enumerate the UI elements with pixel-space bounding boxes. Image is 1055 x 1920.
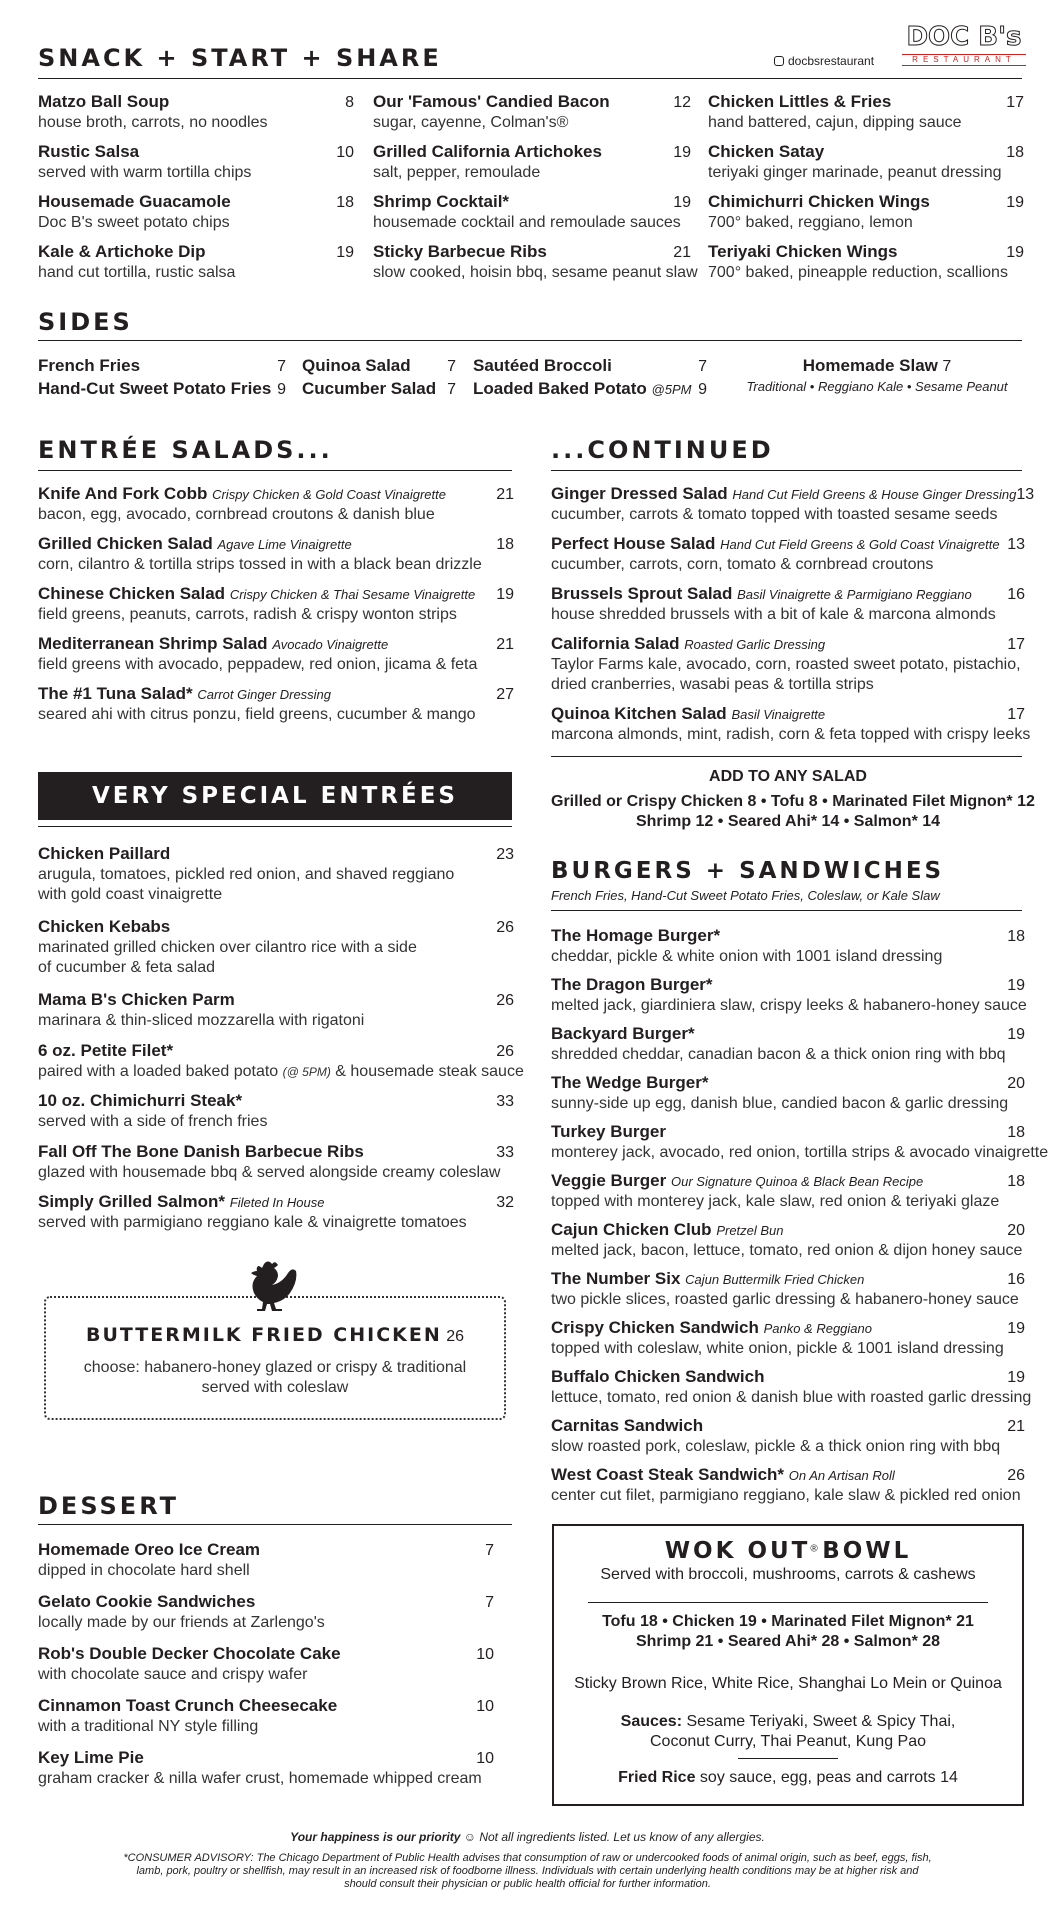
snack-item: Matzo Ball Soup 8 house broth, carrots, no noodles — [38, 92, 354, 131]
header-rule — [38, 78, 1022, 79]
salad-item: Knife And Fork Cobb Crispy Chicken & Gold Coast Vinaigrette 21 bacon, egg, avocado, cornbread croutons & danish blue — [38, 484, 514, 523]
entree-item: Mama B's Chicken Parm 26 marinara & thin-sliced mozzarella with rigatoni — [38, 990, 514, 1029]
wok-rule — [588, 1602, 988, 1603]
entree-item: Chicken Paillard 23 arugula, tomatoes, pickled red onion, and shaved reggiano with gold coast vinaigrette — [38, 844, 514, 903]
burger-item: Crispy Chicken Sandwich Panko & Reggiano 19 topped with coleslaw, white onion, pickle & 1001 island dressing — [551, 1318, 1025, 1357]
logo — [902, 22, 1026, 66]
snack-item: Teriyaki Chicken Wings 19 700° baked, pineapple reduction, scallions — [708, 242, 1024, 281]
burger-item: The Wedge Burger* 20 sunny-side up egg, danish blue, candied bacon & garlic dressing — [551, 1073, 1025, 1112]
snack-item: Rustic Salsa 10 served with warm tortilla chips — [38, 142, 354, 181]
snack-item: Grilled California Artichokes 19 salt, pepper, remoulade — [373, 142, 691, 181]
add-to-salad: ADD TO ANY SALAD Grilled or Crispy Chicken 8 • Tofu 8 • Marinated Filet Mignon* 12 Shrimp 12 • Seared Ahi* 14 • Salmon* 14 — [551, 768, 1035, 830]
salad-item: Chinese Chicken Salad Crispy Chicken & Thai Sesame Vinaigrette 19 field greens, peanuts, carrots, radish & crispy wonton strips — [38, 584, 514, 623]
salad-item: Brussels Sprout Salad Basil Vinaigrette & Parmigiano Reggiano 16 house shredded brussels with a bit of kale & marcona almonds — [551, 584, 1025, 623]
sides-rule — [38, 340, 1022, 341]
salad-item: The #1 Tuna Salad* Carrot Ginger Dressing 27 seared ahi with citrus ponzu, field greens, cucumber & mango — [38, 684, 514, 723]
snack-section-title: SNACK + START + SHARE — [38, 44, 442, 72]
burger-item: West Coast Steak Sandwich* On An Artisan Roll 26 center cut filet, parmigiano reggiano, kale slaw & pickled red onion — [551, 1465, 1025, 1504]
logo-main: DOC B's — [906, 22, 1022, 52]
salad-item: Perfect House Salad Hand Cut Field Greens & Gold Coast Vinaigrette 13 cucumber, carrots, corn, tomato & cornbread croutons — [551, 534, 1025, 573]
wok-content: WOK OUT® BOWL Served with broccoli, mushrooms, carrots & cashews — [600, 1538, 976, 1583]
snack-item: Housemade Guacamole 18 Doc B's sweet potato chips — [38, 192, 354, 231]
side-item: Loaded Baked Potato @5PM 9 — [473, 379, 707, 398]
dessert-item: Homemade Oreo Ice Cream 7 dipped in chocolate hard shell — [38, 1540, 494, 1579]
entree-item: Chicken Kebabs 26 marinated grilled chicken over cilantro rice with a side of cucumber & feta salad — [38, 917, 514, 976]
smile-icon: ☺ — [463, 1830, 476, 1844]
wok-sauces: Sauces: Sesame Teriyaki, Sweet & Spicy Thai, Coconut Curry, Thai Peanut, Kung Pao — [620, 1713, 956, 1750]
burger-item: The Number Six Cajun Buttermilk Fried Chicken 16 two pickle slices, roasted garlic dressing & habanero-honey sauce — [551, 1269, 1025, 1308]
dessert-item: Rob's Double Decker Chocolate Cake 10 with chocolate sauce and crispy wafer — [38, 1644, 494, 1683]
footer-happiness: Your happiness is our priority ☺ Not all ingredients listed. Let us know of any allergies. — [290, 1830, 765, 1844]
burgers-title: BURGERS + SANDWICHES — [551, 858, 945, 884]
add-salad-rule — [551, 756, 1022, 757]
salad-item: Ginger Dressed Salad Hand Cut Field Greens & House Ginger Dressing 13 cucumber, carrots & tomato topped with toasted sesame seeds — [551, 484, 1035, 523]
burgers-rule — [551, 910, 1022, 911]
rooster-icon — [244, 1258, 304, 1316]
entree-item: 6 oz. Petite Filet* 26 paired with a loaded baked potato (@ 5PM) & housemade steak sauce — [38, 1041, 524, 1080]
burger-item: Buffalo Chicken Sandwich 19 lettuce, tomato, red onion & danish blue with roasted garlic dressing — [551, 1367, 1032, 1406]
entree-salads-rule — [38, 470, 512, 471]
burger-item: Carnitas Sandwich 21 slow roasted pork, coleslaw, pickle & a thick onion ring with bbq — [551, 1416, 1025, 1455]
snack-item: Shrimp Cocktail* 19 housemade cocktail and remoulade sauces — [373, 192, 691, 231]
snack-item: Kale & Artichoke Dip 19 hand cut tortilla, rustic salsa — [38, 242, 354, 281]
entree-item: Fall Off The Bone Danish Barbecue Ribs 33 glazed with housemade bbq & served alongside creamy coleslaw — [38, 1142, 514, 1181]
entree-item: 10 oz. Chimichurri Steak* 33 served with a side of french fries — [38, 1091, 514, 1130]
dessert-item: Key Lime Pie 10 graham cracker & nilla wafer crust, homemade whipped cream — [38, 1748, 494, 1787]
snack-item: Sticky Barbecue Ribs 21 slow cooked, hoisin bbq, sesame peanut slaw — [373, 242, 698, 281]
side-item: Cucumber Salad 7 — [302, 379, 456, 398]
wok-rule-short — [738, 1758, 838, 1759]
snack-item: Our 'Famous' Candied Bacon 12 sugar, cayenne, Colman's® — [373, 92, 691, 131]
dessert-rule — [38, 1524, 512, 1525]
snack-item: Chicken Littles & Fries 17 hand battered, cajun, dipping sauce — [708, 92, 1024, 131]
burger-item: Veggie Burger Our Signature Quinoa & Black Bean Recipe 18 topped with monterey jack, kale slaw, red onion & teriyaki glaze — [551, 1171, 1025, 1210]
logo-sub: RESTAURANT — [902, 54, 1026, 66]
dessert-title: DESSERT — [38, 1492, 179, 1520]
wok-fried-rice: Fried Rice soy sauce, egg, peas and carrots 14 — [618, 1769, 958, 1786]
continued-rule — [551, 470, 1022, 471]
wok-proteins: Tofu 18 • Chicken 19 • Marinated Filet Mignon* 21 Shrimp 21 • Seared Ahi* 28 • Salmon* 28 — [602, 1613, 974, 1650]
salad-item: Grilled Chicken Salad Agave Lime Vinaigrette 18 corn, cilantro & tortilla strips tossed in with a black bean drizzle — [38, 534, 514, 573]
dessert-item: Cinnamon Toast Crunch Cheesecake 10 with a traditional NY style filling — [38, 1696, 494, 1735]
special-title: VERY SPECIAL ENTRÉES — [91, 783, 458, 809]
consumer-advisory: *CONSUMER ADVISORY: The Chicago Department of Public Health advises that consumption of raw or undercooked foods of animal origin, such as beef, eggs, fish, lamb, pork, poultry or shellfish, may result in an increased risk of foodborne illness. Individuals with certain underlying health conditions may be at higher risk and should consult their physician or public health official for further information. — [123, 1852, 932, 1890]
side-item: French Fries 7 — [38, 356, 286, 375]
continued-title: ...CONTINUED — [551, 436, 774, 464]
salad-item: California Salad Roasted Garlic Dressing 17 Taylor Farms kale, avocado, corn, roasted sweet potato, pistachio, dried cranberries, wasabi peas & tortilla strips — [551, 634, 1025, 693]
side-item: Sautéed Broccoli 7 — [473, 356, 707, 375]
side-item: Hand-Cut Sweet Potato Fries 9 — [38, 379, 286, 398]
burger-item: Backyard Burger* 19 shredded cheddar, canadian bacon & a thick onion ring with bbq — [551, 1024, 1025, 1063]
burgers-subtitle: French Fries, Hand-Cut Sweet Potato Fries, Coleslaw, or Kale Slaw — [551, 888, 940, 903]
entree-item: Simply Grilled Salmon* Fileted In House 32 served with parmigiano reggiano kale & vinaigrette tomatoes — [38, 1192, 514, 1231]
snack-item: Chicken Satay 18 teriyaki ginger marinade, peanut dressing — [708, 142, 1024, 181]
entree-salads-title: ENTRÉE SALADS... — [38, 436, 333, 464]
special-rule — [38, 826, 512, 827]
salad-item: Quinoa Kitchen Salad Basil Vinaigrette 17 marcona almonds, mint, radish, corn & feta topped with crispy leeks — [551, 704, 1031, 743]
salad-item: Mediterranean Shrimp Salad Avocado Vinaigrette 21 field greens with avocado, peppadew, red onion, jicama & feta — [38, 634, 514, 673]
fried-chicken-content: BUTTERMILK FRIED CHICKEN 26 choose: habanero-honey glazed or crispy & traditional served with coleslaw — [83, 1324, 467, 1396]
homemade-slaw: Homemade Slaw 7 Traditional • Reggiano Kale • Sesame Peanut — [746, 356, 1008, 394]
instagram-icon — [774, 56, 784, 66]
side-item: Quinoa Salad 7 — [302, 356, 456, 375]
burger-item: The Dragon Burger* 19 melted jack, giardiniera slaw, crispy leeks & habanero-honey sauce — [551, 975, 1027, 1014]
burger-item: The Homage Burger* 18 cheddar, pickle & white onion with 1001 island dressing — [551, 926, 1025, 965]
instagram-handle: docbsrestaurant — [774, 54, 874, 68]
burger-item: Cajun Chicken Club Pretzel Bun 20 melted jack, bacon, lettuce, tomato, red onion & dijon honey sauce — [551, 1220, 1025, 1259]
burger-item: Turkey Burger 18 monterey jack, avocado, red onion, tortilla strips & avocado vinaigrette — [551, 1122, 1049, 1161]
sides-title: SIDES — [38, 308, 133, 336]
snack-item: Chimichurri Chicken Wings 19 700° baked, reggiano, lemon — [708, 192, 1024, 231]
wok-bases: Sticky Brown Rice, White Rice, Shanghai Lo Mein or Quinoa — [574, 1675, 1002, 1692]
dessert-item: Gelato Cookie Sandwiches 7 locally made by our friends at Zarlengo's — [38, 1592, 494, 1631]
